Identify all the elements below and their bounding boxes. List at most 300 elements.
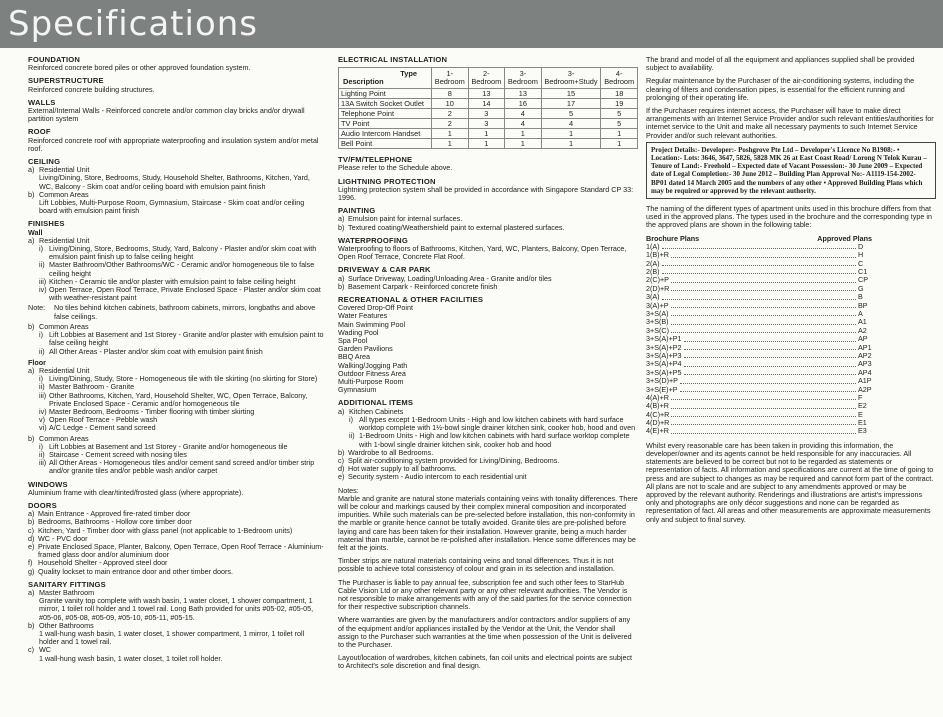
column-header: 3-Bedroom	[505, 68, 542, 89]
brochure-plan: 3(A)	[646, 292, 660, 302]
brochure-plan: 3+S(C)	[646, 325, 669, 335]
table-cell: 1	[601, 139, 638, 149]
item-label: c)	[28, 525, 34, 535]
section-heading: TV/FM/TELEPHONE	[338, 155, 413, 165]
section-text: Aluminium frame with clear/tinted/frosted glass (where appropriate).	[28, 487, 244, 497]
electrical-table	[338, 67, 638, 149]
list-item	[39, 424, 324, 432]
note-paragraph: The Purchaser is liable to pay annual fee, subscription fee and such other fees to StarHub Cable Vision Ltd or any other relevant party or any other relevant authorities. The Vendor is not responsible to make arrangements with any of the said parties for the service connection for their respective subscription channels.	[338, 577, 632, 612]
item-label: i)	[39, 441, 43, 451]
ceiling-section	[28, 158, 324, 215]
notes-label: Notes:	[338, 485, 359, 495]
item-detail: Granite vanity top complete with wash basin, 1 water closet, 1 shower compartment, 1 mirror, 1 toilet roll holder and 1 towel rail. Long Bath provided for units #05-02, #05-05, #05-06, #05-08, #05-09, #05-10, #05-11, #05-15.	[39, 596, 314, 622]
sublist	[28, 245, 324, 302]
dot-leader	[684, 352, 856, 358]
item-text: Quality lockset to main entrance door and other timber doors.	[38, 566, 233, 576]
approved-plan: E2	[858, 401, 867, 411]
item-label: a)	[338, 406, 345, 416]
section-heading: DOORS	[28, 500, 57, 510]
brochure-plan: 3+S(A)+P2	[646, 342, 682, 352]
dot-leader	[671, 310, 856, 316]
brochure-plan: 1(A)	[646, 241, 660, 251]
facility-item: Outdoor Fitness Area	[338, 368, 406, 378]
brochure-plan: 3+S(A)+P4	[646, 359, 682, 369]
section-text: Lightning protection system shall be provided in accordance with Singapore Standard CP 33: 1996.	[338, 184, 634, 203]
paragraph: If the Purchaser requires internet access, the Purchaser will have to make direct arrangements with an Internet Service Provider and/or such relevant entities/authorities for internet service to the Unit and make all necessary payments to such Internet Service Provider and/or such relevant authorities.	[646, 106, 934, 140]
item-label: c)	[28, 645, 34, 655]
table-cell: 3	[468, 119, 505, 129]
roof-section	[28, 128, 324, 153]
column-header: 3-Bedroom+Study	[541, 68, 601, 89]
list-item	[39, 286, 324, 302]
list-item	[39, 348, 324, 356]
item-label: i)	[39, 330, 43, 340]
list-item	[39, 261, 324, 277]
item-label: b)	[28, 321, 35, 331]
approved-plan: B	[858, 292, 863, 302]
item-text: Living/Dining, Study, Store - Homogeneous tile with tile skirting (no skirting for Store)	[49, 374, 318, 384]
item-text: Residential Unit	[39, 165, 90, 175]
driveway-section	[338, 266, 638, 291]
dot-leader	[671, 427, 856, 433]
table-row	[339, 119, 638, 129]
sublist	[28, 375, 324, 432]
item-text: Household Shelter - Approved steel door	[38, 558, 168, 568]
brochure-plan: 2(A)	[646, 258, 660, 268]
item-text: Kitchen Cabinets	[349, 406, 404, 416]
item-text: WC - PVC door	[38, 533, 88, 543]
table-cell: 18	[601, 89, 638, 99]
brochure-plans-heading: Brochure Plans	[646, 233, 700, 243]
facility-item: Covered Drop-Off Point	[338, 303, 413, 313]
facility-item: Garden Pavilions	[338, 344, 393, 354]
list-item	[39, 245, 324, 261]
table-corner-cell	[339, 68, 432, 89]
item-text: All Other Areas - Homogeneous tiles and/or cement sand screed and/or timber strip and/or granite tiles and/or pebble wash and/or carpet	[49, 458, 315, 476]
item-label: g)	[28, 566, 35, 576]
brochure-plan: 3+S(A)+P5	[646, 367, 682, 377]
item-text: Bedrooms, Bathrooms - Hollow core timber door	[38, 517, 192, 527]
plan-row	[646, 377, 872, 385]
plan-row	[646, 302, 872, 310]
table-cell: 1	[432, 129, 469, 139]
brochure-plan: 3(A)+P	[646, 300, 669, 310]
facility-item: Walking/Jogging Path	[338, 360, 408, 370]
plan-row	[646, 369, 872, 377]
table-cell: 14	[468, 99, 505, 109]
approved-plan: AP3	[858, 359, 872, 369]
paragraph: Regular maintenance by the Purchaser of the air-conditioning systems, including the clearing of filters and condensation pipes, is essential for the efficient running and prolonging of their operating life.	[646, 76, 915, 102]
sub-heading: Floor	[28, 357, 46, 367]
list-item	[39, 331, 324, 347]
table-cell: 1	[468, 129, 505, 139]
dot-leader	[684, 344, 856, 350]
item-text: Open Roof Terrace - Pebble wash	[49, 415, 158, 425]
item-label: b)	[28, 517, 35, 527]
brochure-plan: 4(C)+R	[646, 409, 670, 419]
item-text: Master Bathroom/Other Bathrooms/WC - Ceramic and/or homogeneous tile to false ceiling height	[49, 260, 315, 278]
item-label: c)	[338, 455, 344, 465]
item-label: ii)	[349, 431, 355, 441]
dot-leader	[671, 394, 856, 400]
table-cell: 1	[505, 139, 542, 149]
plans-table-header	[646, 235, 872, 243]
table-cell: 13	[468, 89, 505, 99]
item-label: b)	[338, 281, 345, 291]
plan-row	[646, 386, 872, 394]
table-row	[339, 129, 638, 139]
sublist	[28, 331, 324, 356]
item-label: b)	[28, 433, 35, 443]
item-text: A/C Ledge - Cement sand screed	[49, 423, 156, 433]
item-text: Master Bathroom	[39, 587, 95, 597]
item-label: a)	[28, 235, 35, 245]
dot-leader	[662, 293, 856, 299]
paragraph: The naming of the different types of apartment units used in this brochure differs from that used in the approved plans. The types used in the brochure and the corresponding type in the approved plans are shown in the following table:	[646, 204, 932, 230]
table-cell: 2	[432, 119, 469, 129]
table-cell: 4	[505, 119, 542, 129]
section-text: Reinforced concrete building structures.	[28, 84, 155, 94]
item-text: Common Areas	[39, 321, 89, 331]
list-item	[28, 543, 324, 559]
item-label: b)	[338, 222, 345, 232]
painting-section	[338, 207, 638, 232]
finishes-section	[28, 220, 324, 475]
table-row	[339, 139, 638, 149]
facility-item: Spa Pool	[338, 336, 368, 346]
brochure-plan: 3+S(A)+P3	[646, 350, 682, 360]
table-cell: 5	[601, 119, 638, 129]
dot-leader	[662, 243, 856, 249]
notes-section	[338, 487, 638, 671]
dot-leader	[671, 327, 856, 333]
section-heading: RECREATIONAL & OTHER FACILITIES	[338, 295, 484, 305]
foundation-section	[28, 56, 324, 72]
doors-section	[28, 502, 324, 576]
approved-plan: A2P	[858, 384, 872, 394]
item-text: Kitchen - Ceramic tile and/or plaster with emulsion paint to false ceiling height	[49, 276, 296, 286]
specs-column-left	[28, 56, 324, 668]
plan-row	[646, 293, 872, 301]
table-cell: 16	[505, 99, 542, 109]
table-cell: 8	[432, 89, 469, 99]
item-label: a)	[28, 365, 35, 375]
list-item	[338, 224, 638, 232]
item-label: i)	[39, 244, 43, 254]
table-row	[339, 109, 638, 119]
section-heading: CEILING	[28, 157, 61, 167]
item-text: Kitchen, Yard - Timber door with glass panel (not applicable to 1-Bedroom units)	[38, 525, 293, 535]
item-label: a)	[28, 509, 35, 519]
item-text: Split air-conditioning system provided for Living/Dining, Bedrooms.	[348, 455, 560, 465]
table-row	[339, 89, 638, 99]
item-label: v)	[39, 415, 45, 425]
table-cell: 4	[541, 119, 601, 129]
waterproofing-section	[338, 237, 638, 262]
approved-plan: E1	[858, 418, 867, 428]
doors-list	[28, 510, 324, 576]
disclaimer: Whilst every reasonable care has been taken in providing this information, the developer/owner and its agents cannot be held responsible for any inaccuracies. All statements are believed to be correct but not to be regarded as statements or representation of facts. All information and specifications are current at the time of going to press and are subject to changes as may be required and cannot form part of the contract. All plans are not to scale and are subject to any amendments approved or may be approved by the relevant authority. Renderings and illustrations are artist's impressions only and photographs are only décor suggestions and none can be regarded as representation of fact. All areas and other measurements are approximate measurements only and subject to final survey.	[646, 440, 934, 524]
approved-plan: AP1	[858, 342, 872, 352]
sublist	[28, 443, 324, 476]
dot-leader	[684, 369, 856, 375]
table-cell: 19	[601, 99, 638, 109]
item-text: Open Terrace, Open Roof Terrace, Private Enclosed Space - Plaster and/or skim coat with weather-resistant paint	[49, 285, 321, 303]
row-label: Lighting Point	[339, 89, 432, 99]
dot-leader	[684, 335, 856, 341]
brochure-plan: 2(D)+R	[646, 283, 670, 293]
item-text: Common Areas	[39, 433, 89, 443]
table-cell: 17	[541, 99, 601, 109]
item-text: 1-Bedroom Units - High and low kitchen cabinets with hard surface worktop complete with 1-bowl single drainer kitchen sink, cooker hob and hood	[359, 431, 630, 449]
section-heading: ADDITIONAL ITEMS	[338, 398, 414, 408]
item-detail: 1 wall-hung wash basin, 1 water closet, 1 toilet roll holder.	[39, 653, 223, 663]
approved-plan: C	[858, 258, 864, 268]
item-label: ii)	[39, 449, 45, 459]
approved-plan: E3	[858, 426, 867, 436]
section-heading: WATERPROOFING	[338, 235, 408, 245]
brochure-plan: 3+S(A)+P1	[646, 334, 682, 344]
section-text: Waterproofing to floors of Bathrooms, Kitchen, Yard, WC, Planters, Balcony, Open Terrace, Open Roof Terrace, Concrete Flat Roof.	[338, 244, 627, 262]
item-label: iv)	[39, 406, 47, 416]
approved-plan: A2	[858, 325, 867, 335]
facility-item: Water Features	[338, 311, 388, 321]
list-item	[28, 568, 324, 576]
sub-heading: Wall	[28, 227, 43, 237]
section-text: Reinforced concrete roof with appropriate waterproofing and insulation system and/or metal roof.	[28, 135, 319, 153]
windows-section	[28, 481, 324, 497]
approved-plan: D	[858, 241, 864, 251]
row-label: Telephone Point	[339, 109, 432, 119]
additional-section	[338, 399, 638, 481]
item-text: Lift Lobbies at Basement and 1st Storey - Granite and/or homogeneous tile	[49, 441, 288, 451]
table-header-row	[339, 68, 638, 89]
item-text: Textured coating/Weathershield paint to external plastered surfaces.	[348, 222, 565, 232]
brochure-plan: 4(A)+R	[646, 392, 669, 402]
approved-plan: C1	[858, 267, 868, 277]
item-label: iii)	[39, 276, 47, 286]
table-cell: 1	[601, 129, 638, 139]
item-label: b)	[28, 189, 35, 199]
dot-leader	[680, 377, 856, 383]
facility-item: Wading Pool	[338, 327, 379, 337]
sanitary-section	[28, 581, 324, 663]
table-cell: 5	[601, 109, 638, 119]
approved-plan: E	[858, 409, 863, 419]
list-item	[338, 473, 638, 481]
section-heading: SANITARY FITTINGS	[28, 579, 106, 589]
additional-list	[338, 449, 638, 482]
item-text: Wardrobe to all Bedrooms.	[348, 447, 434, 457]
approved-plan: AP	[858, 334, 868, 344]
table-cell: 15	[541, 89, 601, 99]
dot-leader	[671, 419, 856, 425]
dot-leader	[671, 302, 856, 308]
table-cell: 3	[468, 109, 505, 119]
page-title: Specifications	[8, 4, 259, 44]
item-label: d)	[28, 533, 35, 543]
facilities-list	[338, 304, 638, 394]
approved-plan: G	[858, 283, 864, 293]
dot-leader	[671, 318, 856, 324]
table-cell: 2	[432, 109, 469, 119]
plans-table	[646, 243, 936, 436]
section-heading: WALLS	[28, 97, 56, 107]
item-text: Emulsion paint for internal surfaces.	[348, 214, 463, 224]
item-label: a)	[338, 214, 345, 224]
plan-row	[646, 260, 872, 268]
item-text: WC	[39, 645, 51, 655]
approved-plan: BP	[858, 300, 868, 310]
item-label: i)	[39, 374, 43, 384]
item-text: Hot water supply to all bathrooms.	[348, 464, 457, 474]
superstructure-section	[28, 77, 324, 93]
approved-plan: A	[858, 308, 863, 318]
table-cell: 1	[432, 139, 469, 149]
facility-item: Multi-Purpose Room	[338, 377, 404, 387]
list-item	[349, 416, 638, 432]
row-label: Audio Intercom Handset	[339, 129, 432, 139]
dot-leader	[671, 251, 856, 257]
brochure-plan: 3+S(B)	[646, 317, 669, 327]
plan-row	[646, 411, 872, 419]
table-cell: 13	[505, 89, 542, 99]
electrical-section	[338, 56, 638, 149]
note	[28, 304, 324, 320]
item-label: ii)	[39, 260, 45, 270]
item-detail: 1 wall-hung wash basin, 1 water closet, 1 shower compartment, 1 mirror, 1 toilet roll holder and 1 towel rail.	[39, 629, 305, 647]
row-label: TV Point	[339, 119, 432, 129]
item-text: Residential Unit	[39, 365, 90, 375]
list-item	[39, 459, 324, 475]
section-heading: DRIVEWAY & CAR PARK	[338, 265, 431, 275]
section-text: External/Internal Walls - Reinforced concrete and/or common clay bricks and/or drywall partition system	[28, 106, 305, 124]
note-label: Note:	[28, 303, 46, 313]
item-label: a)	[28, 165, 35, 175]
notes-list	[338, 495, 638, 671]
note-paragraph: Layout/location of wardrobes, kitchen cabinets, fan coil units and electrical points are subject to Architect's sole discretion and final design.	[338, 653, 633, 671]
item-text: Main Entrance - Approved fire-rated timber door	[38, 509, 191, 519]
item-label: a)	[28, 587, 35, 597]
plan-row	[646, 419, 872, 427]
item-label: iv)	[39, 285, 47, 295]
item-label: b)	[28, 620, 35, 630]
item-detail: Lift Lobbies, Multi-Purpose Room, Gymnasium, Staircase - Skim coat and/or ceiling board with emulsion paint finish	[39, 198, 305, 216]
plan-row	[646, 285, 872, 293]
table-row	[339, 99, 638, 109]
approved-plan: CP	[858, 275, 868, 285]
item-text: Residential Unit	[39, 235, 90, 245]
approved-plan: F	[858, 392, 863, 402]
brochure-plan: 3+S(D)+P	[646, 376, 678, 386]
painting-list	[338, 215, 638, 231]
item-text: Basement Carpark - Reinforced concrete finish	[348, 281, 498, 291]
plan-row	[646, 318, 872, 326]
facility-item: Gymnasium	[338, 385, 377, 395]
section-text: Reinforced concrete bored piles or other approved foundation system.	[28, 63, 251, 73]
paragraph: The brand and model of all the equipment and appliances supplied shall be provided subject to availability.	[646, 55, 915, 73]
list-item	[39, 392, 324, 408]
brochure-plan: 3+S(A)	[646, 308, 669, 318]
brochure-plan: 4(D)+R	[646, 418, 670, 428]
plan-row	[646, 243, 872, 251]
item-label: iii)	[39, 390, 47, 400]
table-body	[339, 89, 638, 149]
section-heading: PAINTING	[338, 206, 376, 216]
approved-plan: AP4	[858, 367, 872, 377]
project-details-box: Project Details:- Developer:- Poshgrove Pte Ltd – Developer's Licence No B1908:- • Location:- Lots: 3646, 3647, 5826, 5828 MK 26 at East Coast Road/ Lorong N Telok Kurau – Tenure of Land:- Freehold – Expected date of Vacant Possession:- 30 June 2009 – Expected date of Legal Completion:- 30 June 2012 – Building Plan Approval No:- A1119-154-2002-BP01 dated 14 March 2005 and the numbers of any other • Approved Building Plans which may be required or approved by the relevant authority.	[646, 142, 936, 199]
approved-plan: H	[858, 250, 864, 260]
note-text: No tiles behind kitchen cabinets, bathroom cabinets, mirrors, longbaths and above false ceilings.	[54, 303, 316, 321]
approved-plan: A1P	[858, 376, 872, 386]
column-header: 4-Bedroom	[601, 68, 638, 89]
plan-row	[646, 402, 872, 410]
item-label: e)	[28, 541, 35, 551]
item-label: iii)	[39, 458, 47, 468]
row-label: 13A Switch Socket Outlet	[339, 99, 432, 109]
table-cell: 1	[541, 139, 601, 149]
item-text: Surface Driveway, Loading/Unloading Area - Granite and/or tiles	[348, 273, 552, 283]
item-text: Master Bedroom, Bedrooms - Timber flooring with timber skirting	[49, 406, 255, 416]
dot-leader	[671, 276, 856, 282]
item-label: i)	[349, 414, 353, 424]
table-cell: 4	[505, 109, 542, 119]
lightning-section	[338, 178, 638, 203]
item-detail: Living/Dining, Store, Bedrooms, Study, Household Shelter, Bathrooms, Kitchen, Yard, WC, Balcony - Skim coat and/or ceiling board with emulsion paint finish	[39, 173, 310, 191]
section-heading: SUPERSTRUCTURE	[28, 76, 104, 86]
item-text: Other Bathrooms, Kitchen, Yard, Household Shelter, WC, Open Terrace, Balcony, Private Enclosed Space - Ceramic and/or homogeneous tile	[49, 390, 308, 408]
brochure-plan: 4(B)+R	[646, 401, 669, 411]
section-heading: ELECTRICAL INSTALLATION	[338, 55, 448, 64]
approved-plan: A1	[858, 317, 867, 327]
walls-section	[28, 99, 324, 124]
section-heading: FINISHES	[28, 219, 65, 229]
dot-leader	[662, 268, 856, 274]
brochure-plan: 2(C)+P	[646, 275, 669, 285]
section-heading: ROOF	[28, 127, 51, 137]
item-text: Common Areas	[39, 189, 89, 199]
plan-row	[646, 394, 872, 402]
plan-row	[646, 276, 872, 284]
description-label: Description	[343, 77, 384, 86]
item-text: Other Bathrooms	[39, 620, 94, 630]
table-cell: 5	[541, 109, 601, 119]
section-heading: FOUNDATION	[28, 55, 81, 64]
sublist	[338, 416, 638, 449]
dot-leader	[671, 285, 856, 291]
column-header: 1-Bedroom	[432, 68, 469, 89]
item-text: Private Enclosed Space, Planter, Balcony, Open Terrace, Open Roof Terrace - Aluminium-framed glass door and/or aluminium door	[38, 541, 324, 560]
plan-row	[646, 310, 872, 318]
section-heading: WINDOWS	[28, 479, 68, 489]
brochure-plan: 1(B)+R	[646, 250, 669, 260]
item-label: d)	[338, 464, 345, 474]
tv-section	[338, 156, 638, 172]
brochure-plan: 4(E)+R	[646, 426, 669, 436]
brochure-plan: 3+S(E)+P	[646, 384, 678, 394]
item-label: vi)	[39, 423, 47, 433]
plan-row	[646, 427, 872, 435]
note-paragraph: Where warranties are given by the manufacturers and/or contractors and/or suppliers of any of the equipment and/or appliances installed by the Vendor at the Unit, the Vendor shall assign to the Purchaser such warranties at the time when possession of the Unit is delivered to the Purchaser.	[338, 615, 632, 649]
item-text: Security system - Audio intercom to each residential unit	[348, 472, 527, 482]
dot-leader	[662, 260, 856, 266]
section-heading: LIGHTNING PROTECTION	[338, 176, 436, 186]
page-header	[0, 0, 943, 48]
note-paragraph: Marble and granite are natural stone materials containing veins with tonality differences. There will be colour and markings caused by their complex mineral composition and incorporated impurities. While such materials can be pre-selected before installation, this non-conformity in the marble or granite hence cannot be totally avoided. Granite tiles are pre-polished before laying and care has been taken for their installation. However granite, being a much harder material than marble, cannot be re-polished after installation. Hence some differences may be felt at the joints.	[338, 493, 638, 552]
note-paragraph: Timber strips are natural materials containing veins and tonal differences. Thus it is not possible to achieve total consistency of colour and grain in its selection and installation.	[338, 556, 615, 574]
brochure-plan: 2(B)	[646, 267, 660, 277]
specs-column-right	[646, 56, 936, 524]
